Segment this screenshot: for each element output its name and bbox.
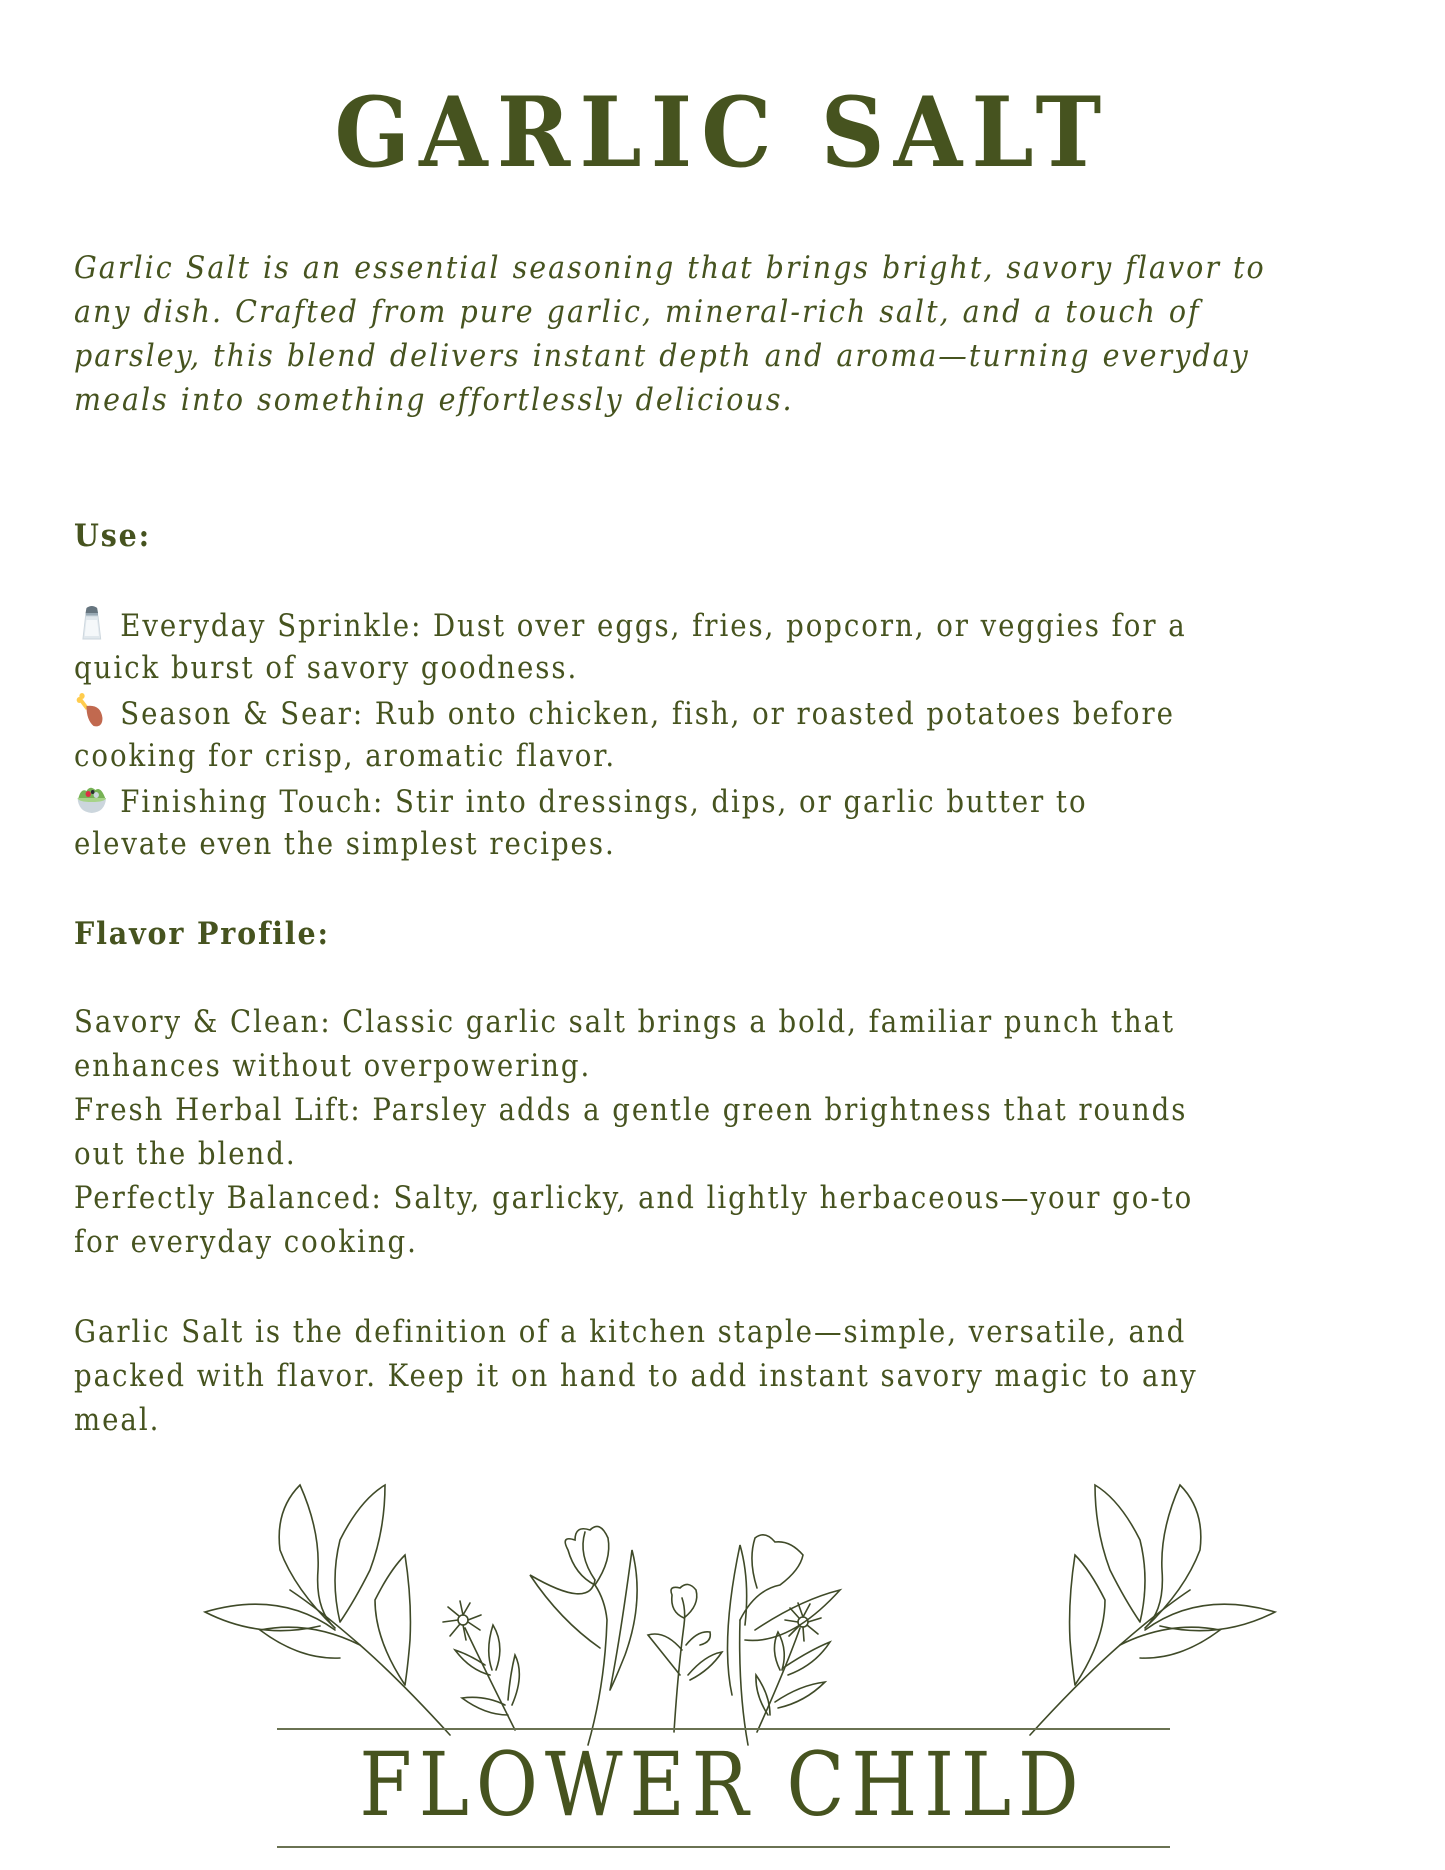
use-item-season-sear xyxy=(74,690,1320,734)
footer-rule-bottom xyxy=(277,1846,1170,1848)
brand-name: FLOWER CHILD xyxy=(359,1733,1086,1836)
use-heading: Use: xyxy=(74,518,151,554)
intro-paragraph xyxy=(74,246,1288,422)
tulip-left-icon xyxy=(530,1526,637,1745)
closing-paragraph xyxy=(74,1310,1320,1442)
botanical-illustration xyxy=(200,1470,1280,1760)
green-salad-icon xyxy=(74,778,110,818)
use-list xyxy=(74,602,1320,866)
daisy-left-icon xyxy=(443,1601,519,1730)
use-item-text: Season & Sear: Rub onto chicken, fish, or roasted potatoes before xyxy=(120,696,1175,732)
left-leaf-branch-icon xyxy=(205,1485,450,1735)
salt-shaker-icon xyxy=(74,602,110,642)
flavor-item-text: out the blend. xyxy=(74,1136,297,1172)
closing-line: packed with flavor. Keep it on hand to add instant savory magic to any xyxy=(74,1358,1198,1394)
flavor-profile-heading: Flavor Profile: xyxy=(74,916,330,952)
use-item-everyday-sprinkle xyxy=(74,602,1320,646)
intro-line: meals into something effortlessly delicious. xyxy=(74,382,794,418)
use-item-text: Everyday Sprinkle: Dust over eggs, fries, popcorn, or veggies for a xyxy=(120,608,1187,644)
flavor-item-text: for everyday cooking. xyxy=(74,1224,418,1260)
right-leaf-branch-icon xyxy=(1030,1485,1275,1735)
flavor-item-text: Savory & Clean: Classic garlic salt brings a bold, familiar punch that xyxy=(74,1004,1176,1040)
flavor-profile-list xyxy=(74,1000,1320,1264)
flavor-item-text: Perfectly Balanced: Salty, garlicky, and lightly herbaceous—your go-to xyxy=(74,1180,1194,1216)
use-item-finishing-touch xyxy=(74,778,1320,822)
flavor-item-text: Fresh Herbal Lift: Parsley adds a gentle green brightness that rounds xyxy=(74,1092,1188,1128)
intro-line: parsley, this blend delivers instant depth and aroma—turning everyday xyxy=(74,338,1250,374)
intro-line: Garlic Salt is an essential seasoning that brings bright, savory flavor to xyxy=(74,250,1266,286)
use-item-text: elevate even the simplest recipes. xyxy=(74,826,616,862)
closing-line: Garlic Salt is the definition of a kitchen staple—simple, versatile, and xyxy=(74,1314,1187,1350)
use-item-text: cooking for crisp, aromatic flavor. xyxy=(74,738,617,774)
tulip-right-icon xyxy=(728,1535,841,1745)
poultry-leg-icon xyxy=(74,690,110,730)
use-item-text: quick burst of savory goodness. xyxy=(74,650,579,686)
intro-line: any dish. Crafted from pure garlic, mineral-rich salt, and a touch of xyxy=(74,294,1201,330)
footer-rule-top xyxy=(277,1728,1170,1730)
closing-line: meal. xyxy=(74,1402,161,1438)
page-title: GARLIC SALT xyxy=(334,76,1111,189)
flavor-item-text: enhances without overpowering. xyxy=(74,1048,592,1084)
use-item-text: Finishing Touch: Stir into dressings, dips, or garlic butter to xyxy=(120,784,1088,820)
rose-center-icon xyxy=(648,1584,722,1732)
